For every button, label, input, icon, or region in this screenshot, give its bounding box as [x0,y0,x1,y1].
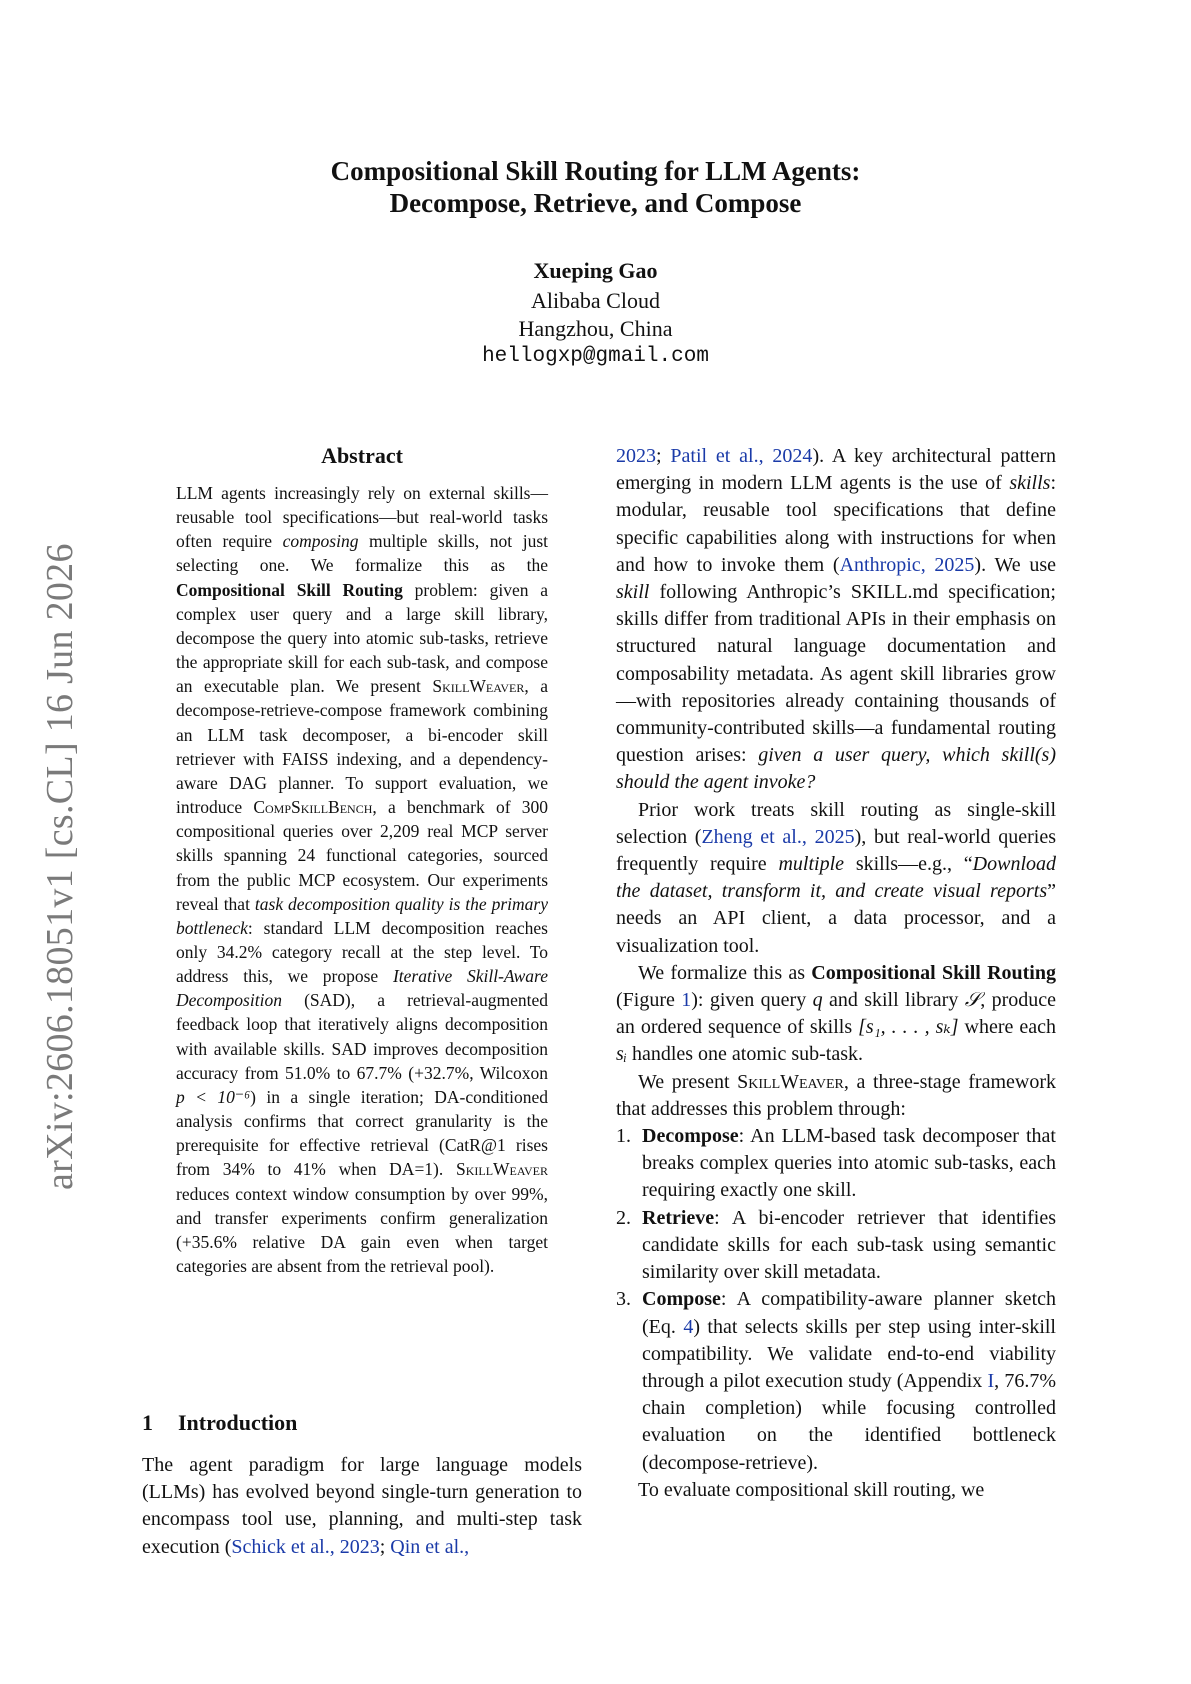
list-text [642,1205,1056,1287]
body-text: , produce an ordered sequence of skills [616,989,1056,1039]
abstract-emphasis: task decomposition quality is the primary bottleneck [176,893,548,938]
body-text: , a three-stage framework that addresses this problem through: [616,1070,1057,1120]
body-text: ). A key architectural pattern emerging in modern LLM agents is the use of [616,445,1056,495]
paragraph [616,1069,1056,1123]
abstract-text: , a benchmark of 300 compositional queries over 2,209 real MCP server skills spanning 24 functional categories, sourced from the public MCP ecosystem. Our experiments reveal that [176,797,548,914]
affiliation-location: Hangzhou, China [518,316,673,341]
abstract-text: , a decompose-retrieve-compose framework combining an LLM task decomposer, a bi-encoder skill retriever with FAISS indexing, and a dependency-aware DAG planner. To support evaluation, we introduce [176,676,548,818]
body-text: ; [379,1535,391,1558]
body-text: handles one atomic sub-task. [626,1043,864,1066]
list-text [642,1123,1056,1205]
stage-name: Retrieve [642,1206,715,1229]
body-text: To evaluate compositional skill routing, we [638,1478,985,1501]
body-text: : An LLM-based task decomposer that breaks complex queries into atomic sub-tasks, each requiring exactly one skill. [642,1125,1056,1202]
title-line-2: Decompose, Retrieve, and Compose [389,188,802,218]
equation-ref-link[interactable]: 4 [683,1315,694,1338]
body-text: following Anthropic’s SKILL.md specification; skills differ from traditional APIs in their emphasis on structured natural language documentation and composability metadata. As agent skill libraries grow—with repositories already containing thousands of community-contributed skills—a fundamental routing question arises: [616,581,1056,767]
abstract-text: (SAD), a retrieval-augmented feedback loop that iteratively aligns decomposition with available skills. SAD improves decomposition accuracy from 51.0% to 67.7% (+32.7%, Wilcoxon [176,990,548,1083]
paragraph [616,1477,1056,1504]
body-text: Prior work treats skill routing as single-skill selection ( [616,798,1056,848]
body-text: We formalize this as [638,961,812,984]
system-name: SkillWeaver [455,1159,548,1180]
author-affiliation [0,287,1191,343]
abstract-emphasis: Iterative Skill-Aware Decomposition [176,966,548,1011]
paragraph [616,797,1056,960]
math-inline: [s₁, . . . , sₖ] [858,1016,959,1039]
citation-link[interactable]: Anthropic, 2025 [839,553,975,576]
paragraph [616,443,1056,797]
list-number: 2. [616,1206,631,1229]
bold-term: Compositional Skill Routing [811,961,1056,984]
appendix-ref-link[interactable]: I [987,1369,995,1392]
math-inline: q [812,989,823,1012]
stage-name: Decompose [642,1125,739,1148]
system-name: SkillWeaver [432,676,525,697]
intro-paragraph [142,1452,582,1561]
body-text: : modular, reusable tool specifications that define specific capabilities along with instructions for when and how to invoke them ( [616,472,1056,576]
body-text: , 76.7% chain completion) while focusing controlled evaluation on the identified bottleneck (decompose-retrieve). [642,1369,1056,1474]
abstract-heading: Abstract [321,443,403,468]
body-text: The agent paradigm for large language models (LLMs) has evolved beyond single-turn generation to encompass tool use, planning, and multi-step task execution ( [142,1454,582,1558]
math-inline: 𝒮 [964,989,981,1012]
section-title: Introduction [178,1410,298,1435]
citation-link[interactable]: Zheng et al., 2025 [701,825,855,848]
abstract-text: : standard LLM decomposition reaches only 34.2% category recall at the step level. To address this, we propose [176,917,548,987]
body-text: ). We use [974,553,1056,576]
citation-link[interactable]: Patil et al., 2024 [670,445,813,467]
emphasis: Download the dataset, transform it, and create visual reports [616,853,1056,903]
abstract-text: ) in a single iteration; DA-conditioned analysis confirms that correct granularity is the prerequisite for effective retrieval (CatR@1 rises from 34% to 41% when DA=1). [176,1086,548,1180]
author-name: Xueping Gao [533,258,658,283]
emphasis: skills [1009,472,1051,495]
affiliation-org: Alibaba Cloud [531,288,660,313]
figure-ref-link[interactable]: 1 [681,989,692,1012]
body-text: (Figure [616,989,682,1012]
stage-name: Compose [642,1288,721,1311]
emphasis: multiple [778,853,845,876]
title-line-1: Compositional Skill Routing for LLM Agents: [330,156,861,186]
author-email[interactable]: hellogxp@gmail.com [482,345,709,368]
math-inline: sᵢ [616,1043,627,1066]
list-item [616,1205,1056,1287]
system-name: SkillWeaver [737,1070,844,1093]
abstract-bold-term: Compositional Skill Routing [176,579,403,600]
section-heading [142,1410,297,1436]
abstract-text: LLM agents increasingly rely on external skills—reusable tool specifications—but real-world tasks often require [176,483,548,552]
abstract-emphasis: composing [282,531,359,552]
body-text: : A compatibility-aware planner sketch (Eq. [642,1288,1056,1338]
emphasis: given a user query, which skill(s) should the agent invoke? [616,744,1056,794]
abstract-text: problem: given a complex user query and a large skill library, decompose the query into atomic sub-tasks, retrieve the appropriate skill for each sub-task, and compose an executable plan. We present [176,579,549,697]
body-text: where each [958,1016,1056,1039]
list-number: 3. [616,1288,631,1311]
math-inline: p < 10⁻⁶ [176,1086,251,1107]
body-text: ; [656,445,671,467]
body-text: ” needs an API client, a data processor, and a visualization tool. [616,880,1056,957]
emphasis: skill [616,581,650,604]
list-number: 1. [616,1125,631,1148]
body-text: : A bi-encoder retriever that identifies candidate skills for each sub-task using semantic similarity over skill metadata. [642,1206,1056,1284]
body-text: and skill library [822,989,965,1012]
body-text: ) that selects skills per step using inter-skill compatibility. We validate end-to-end viability through a pilot execution study (Appendix [642,1315,1056,1392]
body-text: We present [638,1070,738,1093]
citation-link[interactable]: Schick et al., 2023 [231,1535,380,1558]
body-text: ): given query [691,989,813,1012]
paper-title [0,155,1191,219]
abstract-text: multiple skills, not just selecting one. We formalize this as the [176,531,548,576]
citation-link[interactable]: 2023 [616,445,656,467]
right-column [616,443,1056,1504]
list-item [616,1286,1056,1476]
list-item [616,1123,1056,1205]
citation-link[interactable]: Qin et al., [390,1535,470,1558]
paragraph [616,960,1056,1069]
section-number: 1 [142,1410,153,1435]
abstract-body [176,481,548,1278]
list-text [642,1286,1056,1476]
abstract-text: reduces context window consumption by over 99%, and transfer experiments confirm generalization (+35.6% relative DA gain even when target categories are absent from the retrieval pool). [176,1183,548,1276]
body-text: ), but real-world queries frequently require [616,825,1057,876]
arxiv-identifier: arXiv:2606.18051v1 [cs.CL] 16 Jun 2026 [39,543,81,1190]
stage-list [616,1123,1056,1477]
body-text: skills—e.g., “ [844,853,973,876]
benchmark-name: CompSkillBench [253,797,373,818]
